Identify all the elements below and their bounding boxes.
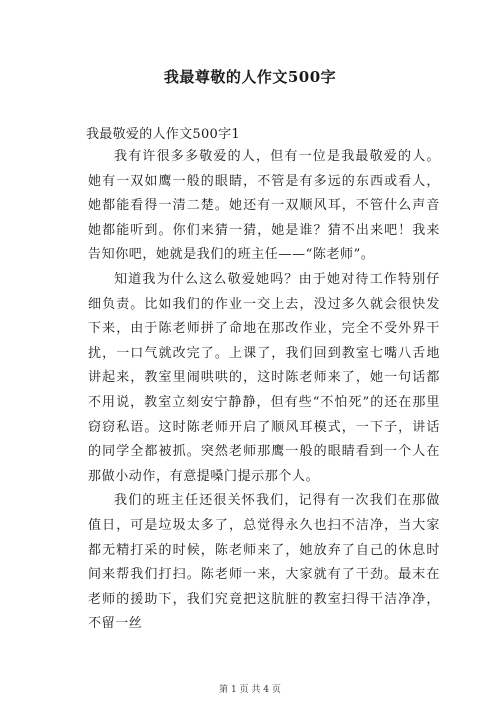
page-footer: 第 1 页 共 4 页: [219, 685, 281, 695]
document-body: [88, 145, 440, 637]
paragraph-2: 知道我为什么这么敬爱她吗？由于她对待工作特别仔细负责。比如我们的作业一交上去，没过多久就会很快发下来，由于陈老师拼了命地在那改作业，完全不受外界干扰，一口气就改完了。上课了，我们回到教室七嘴八舌地讲起来，教室里闹哄哄的，这时陈老师来了，她一句话都不用说，教室立刻安宁静静，但有些“不怕死”的还在那里窃窃私语。这时陈老师开启了顺风耳模式，一下子，讲话的同学全都被抓。突然老师那鹰一般的眼睛看到一个人在那做小动作，有意提嗓门提示那个人。: [88, 271, 440, 484]
paragraph-3: 我们的班主任还很关怀我们，记得有一次我们在那做值日，可是垃圾太多了，总觉得永久也扫不洁净，当大家都无精打采的时候，陈老师来了，她放弃了自己的休息时间来帮我们打扫。陈老师一来，大家就有了干劲。最末在老师的援助下，我们究竟把这肮脏的教室扫得干洁净净，不留一丝: [88, 493, 440, 632]
document-title: 我最尊敬的人作文500字: [163, 68, 337, 86]
document-subtitle: 我最敬爱的人作文500字1: [86, 127, 240, 142]
paragraph-1: 我有许很多多敬爱的人，但有一位是我最敬爱的人。她有一双如鹰一般的眼睛，不管是有多远的东西或看人，她都能看得一清二楚。她还有一双顺风耳，不管什么声音她都能听到。你们来猜一猜，她是谁？猜不出来吧！我来告知你吧，她就是我们的班主任——“陈老师”。: [88, 149, 440, 263]
